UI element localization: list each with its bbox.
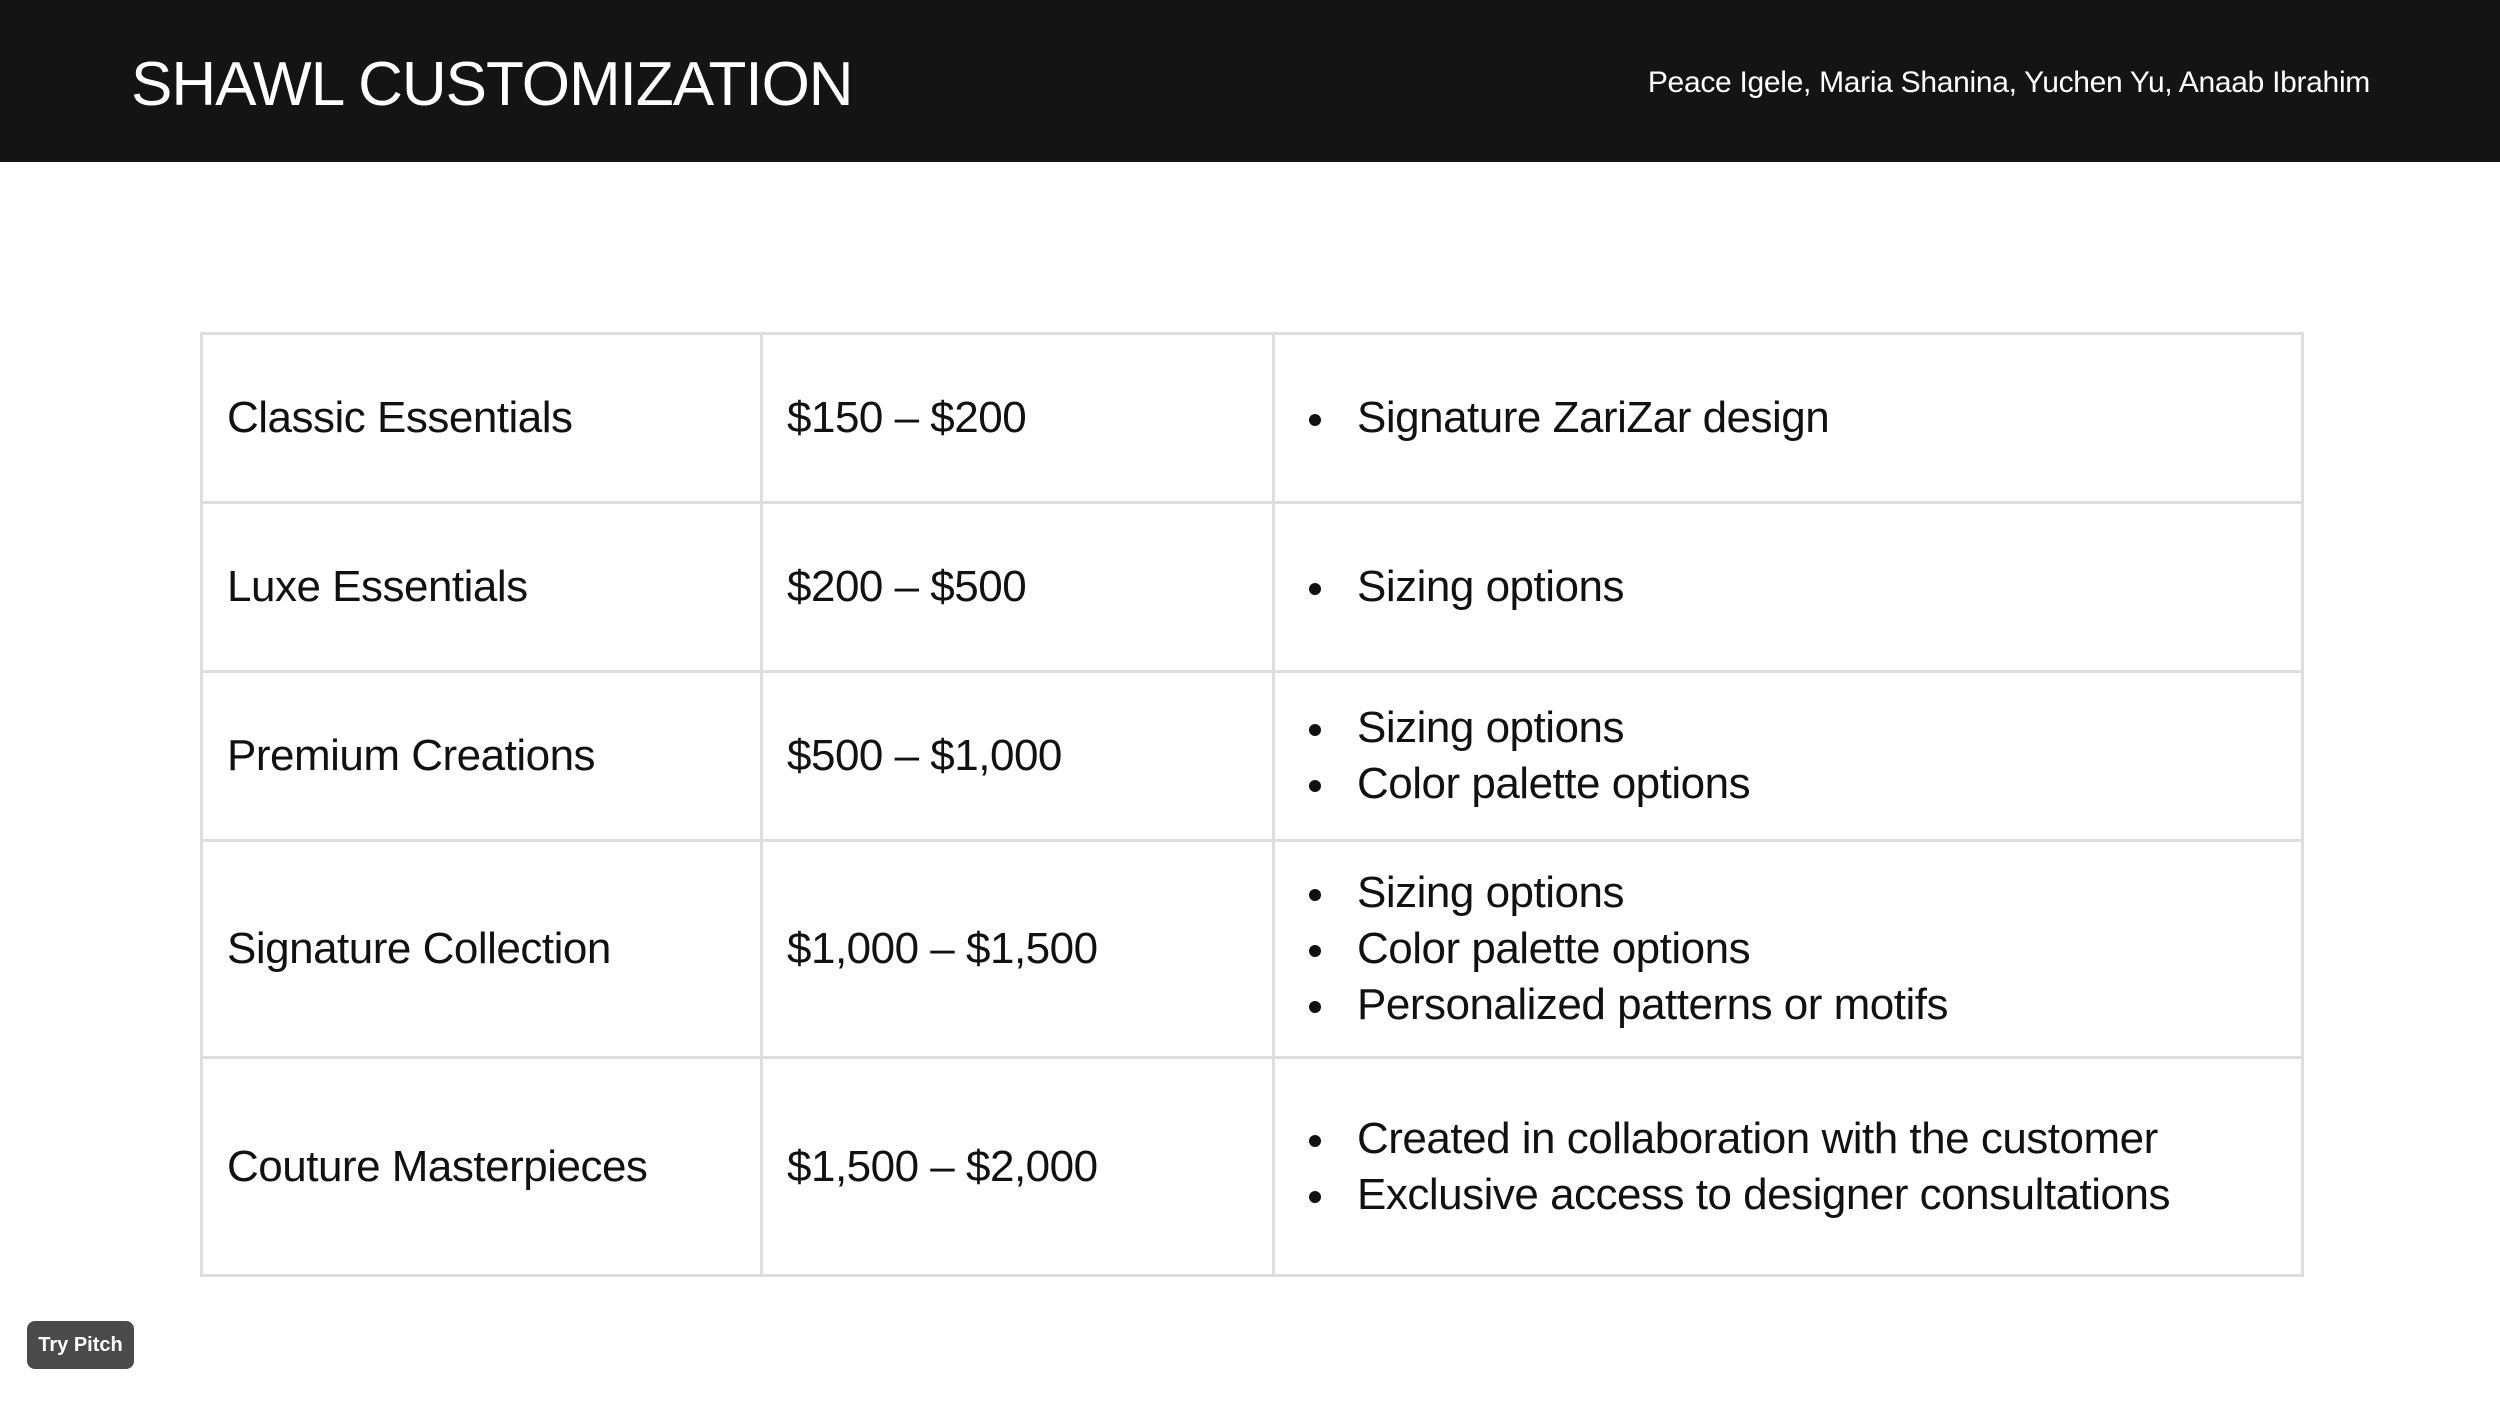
table-row — [202, 1058, 2303, 1276]
features-cell — [1274, 1058, 2303, 1276]
tier-name: Luxe Essentials — [227, 562, 528, 611]
table-row — [202, 672, 2303, 841]
features-cell — [1274, 672, 2303, 841]
feature-item: Sizing options — [1303, 700, 2301, 756]
feature-list — [1275, 1111, 2301, 1223]
price-range: $200 – $500 — [787, 562, 1027, 611]
price-cell — [762, 841, 1274, 1058]
features-cell — [1274, 334, 2303, 503]
header-bar — [0, 0, 2500, 162]
slide-title: SHAWL CUSTOMIZATION — [131, 50, 853, 119]
tier-name: Signature Collection — [227, 924, 611, 973]
feature-item: Personalized patterns or motifs — [1303, 977, 2301, 1033]
feature-item: Created in collaboration with the customer — [1303, 1111, 2301, 1167]
feature-item: Sizing options — [1303, 865, 2301, 921]
features-cell — [1274, 841, 2303, 1058]
price-cell — [762, 1058, 1274, 1276]
tier-cell — [202, 503, 762, 672]
tier-cell — [202, 841, 762, 1058]
feature-item: Sizing options — [1303, 559, 2301, 615]
feature-list — [1275, 700, 2301, 812]
feature-item: Color palette options — [1303, 756, 2301, 812]
table-row — [202, 841, 2303, 1058]
table-row — [202, 334, 2303, 503]
tier-name: Couture Masterpieces — [227, 1141, 648, 1191]
price-cell — [762, 503, 1274, 672]
feature-list — [1275, 390, 2301, 446]
table-row — [202, 503, 2303, 672]
feature-item: Color palette options — [1303, 921, 2301, 977]
feature-item: Exclusive access to designer consultations — [1303, 1167, 2301, 1223]
tier-cell — [202, 672, 762, 841]
try-pitch-button[interactable]: Try Pitch — [27, 1321, 134, 1369]
price-cell — [762, 334, 1274, 503]
price-range: $1,500 – $2,000 — [787, 1141, 1098, 1191]
tier-name: Classic Essentials — [227, 393, 573, 442]
tier-cell — [202, 334, 762, 503]
feature-list — [1275, 559, 2301, 615]
price-cell — [762, 672, 1274, 841]
price-range: $1,000 – $1,500 — [787, 924, 1098, 973]
tier-cell — [202, 1058, 762, 1276]
features-cell — [1274, 503, 2303, 672]
price-range: $500 – $1,000 — [787, 731, 1062, 780]
author-list: Peace Igele, Maria Shanina, Yuchen Yu, Anaab Ibrahim — [1647, 66, 2370, 99]
feature-item: Signature ZariZar design — [1303, 390, 2301, 446]
pricing-table — [200, 332, 2304, 1277]
tier-name: Premium Creations — [227, 731, 596, 780]
price-range: $150 – $200 — [787, 393, 1027, 442]
feature-list — [1275, 865, 2301, 1033]
